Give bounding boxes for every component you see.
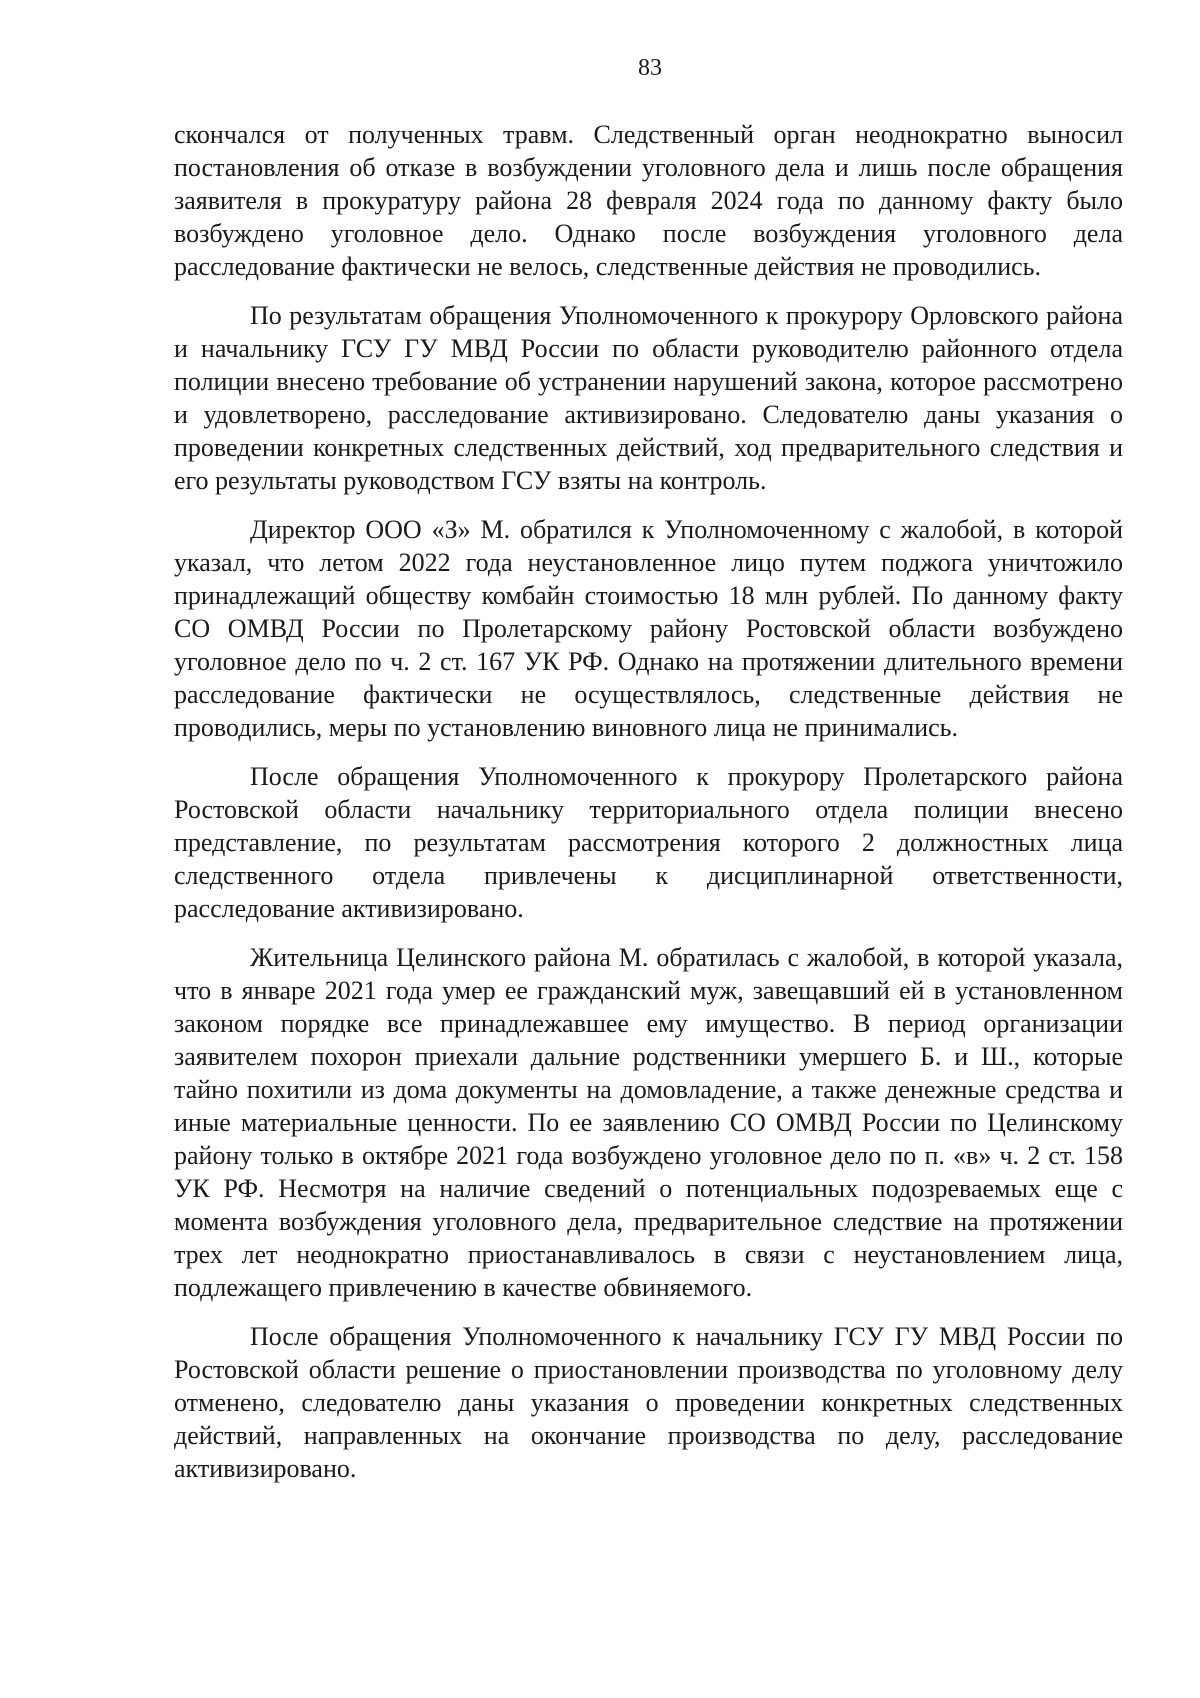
paragraph-1: скончался от полученных травм. Следственный орган неоднократно выносил постановления об отказе в возбуждении уголовного дела и лишь после обращения заявителя в прокуратуру района 28 февраля 2024 года по данному факту было возбуждено уголовное дело. Однако после возбуждения уголовного дела расследование фактически не велось, следственные действия не проводились. (174, 120, 1123, 281)
document-body (174, 118, 1123, 1501)
page-number: 83 (638, 55, 662, 81)
paragraph-4: После обращения Уполномоченного к прокурору Пролетарского района Ростовской области начальнику территориального отдела полиции внесено представление, по результатам рассмотрения которого 2 должностных лица следственного отдела привлечены к дисциплинарной ответственности, расследование активизировано. (174, 762, 1123, 923)
paragraph-2: По результатам обращения Уполномоченного к прокурору Орловского района и начальнику ГСУ ГУ МВД России по области руководителю районного отдела полиции внесено требование об устранении нарушений закона, которое рассмотрено и удовлетворено, расследование активизировано. Следователю даны указания о проведении конкретных следственных действий, ход предварительного следствия и его результаты руководством ГСУ взяты на контроль. (174, 301, 1123, 495)
paragraph-6: После обращения Уполномоченного к начальнику ГСУ ГУ МВД России по Ростовской области решение о приостановлении производства по уголовному делу отменено, следователю даны указания о проведении конкретных следственных действий, направленных на окончание производства по делу, расследование активизировано. (174, 1322, 1123, 1483)
paragraph-5: Жительница Целинского района М. обратилась с жалобой, в которой указала, что в январе 2021 года умер ее гражданский муж, завещавший ей в установленном законом порядке все принадлежавшее ему имущество. В период организации заявителем похорон приехали дальние родственники умершего Б. и Ш., которые тайно похитили из дома документы на домовладение, а также денежные средства и иные материальные ценности. По ее заявлению СО ОМВД России по Целинскому району только в октябре 2021 года возбуждено уголовное дело по п. «в» ч. 2 ст. 158 УК РФ. Несмотря на наличие сведений о потенциальных подозреваемых еще с момента возбуждения уголовного дела, предварительное следствие на протяжении трех лет неоднократно приостанавливалось в связи с неустановлением лица, подлежащего привлечению в качестве обвиняемого. (174, 943, 1123, 1302)
paragraph-3: Директор ООО «З» М. обратился к Уполномоченному с жалобой, в которой указал, что летом 2022 года неустановленное лицо путем поджога уничтожило принадлежащий обществу комбайн стоимостью 18 млн рублей. По данному факту СО ОМВД России по Пролетарскому району Ростовской области возбуждено уголовное дело по ч. 2 ст. 167 УК РФ. Однако на протяжении длительного времени расследование фактически не осуществлялось, следственные действия не проводились, меры по установлению виновного лица не принимались. (174, 515, 1123, 742)
